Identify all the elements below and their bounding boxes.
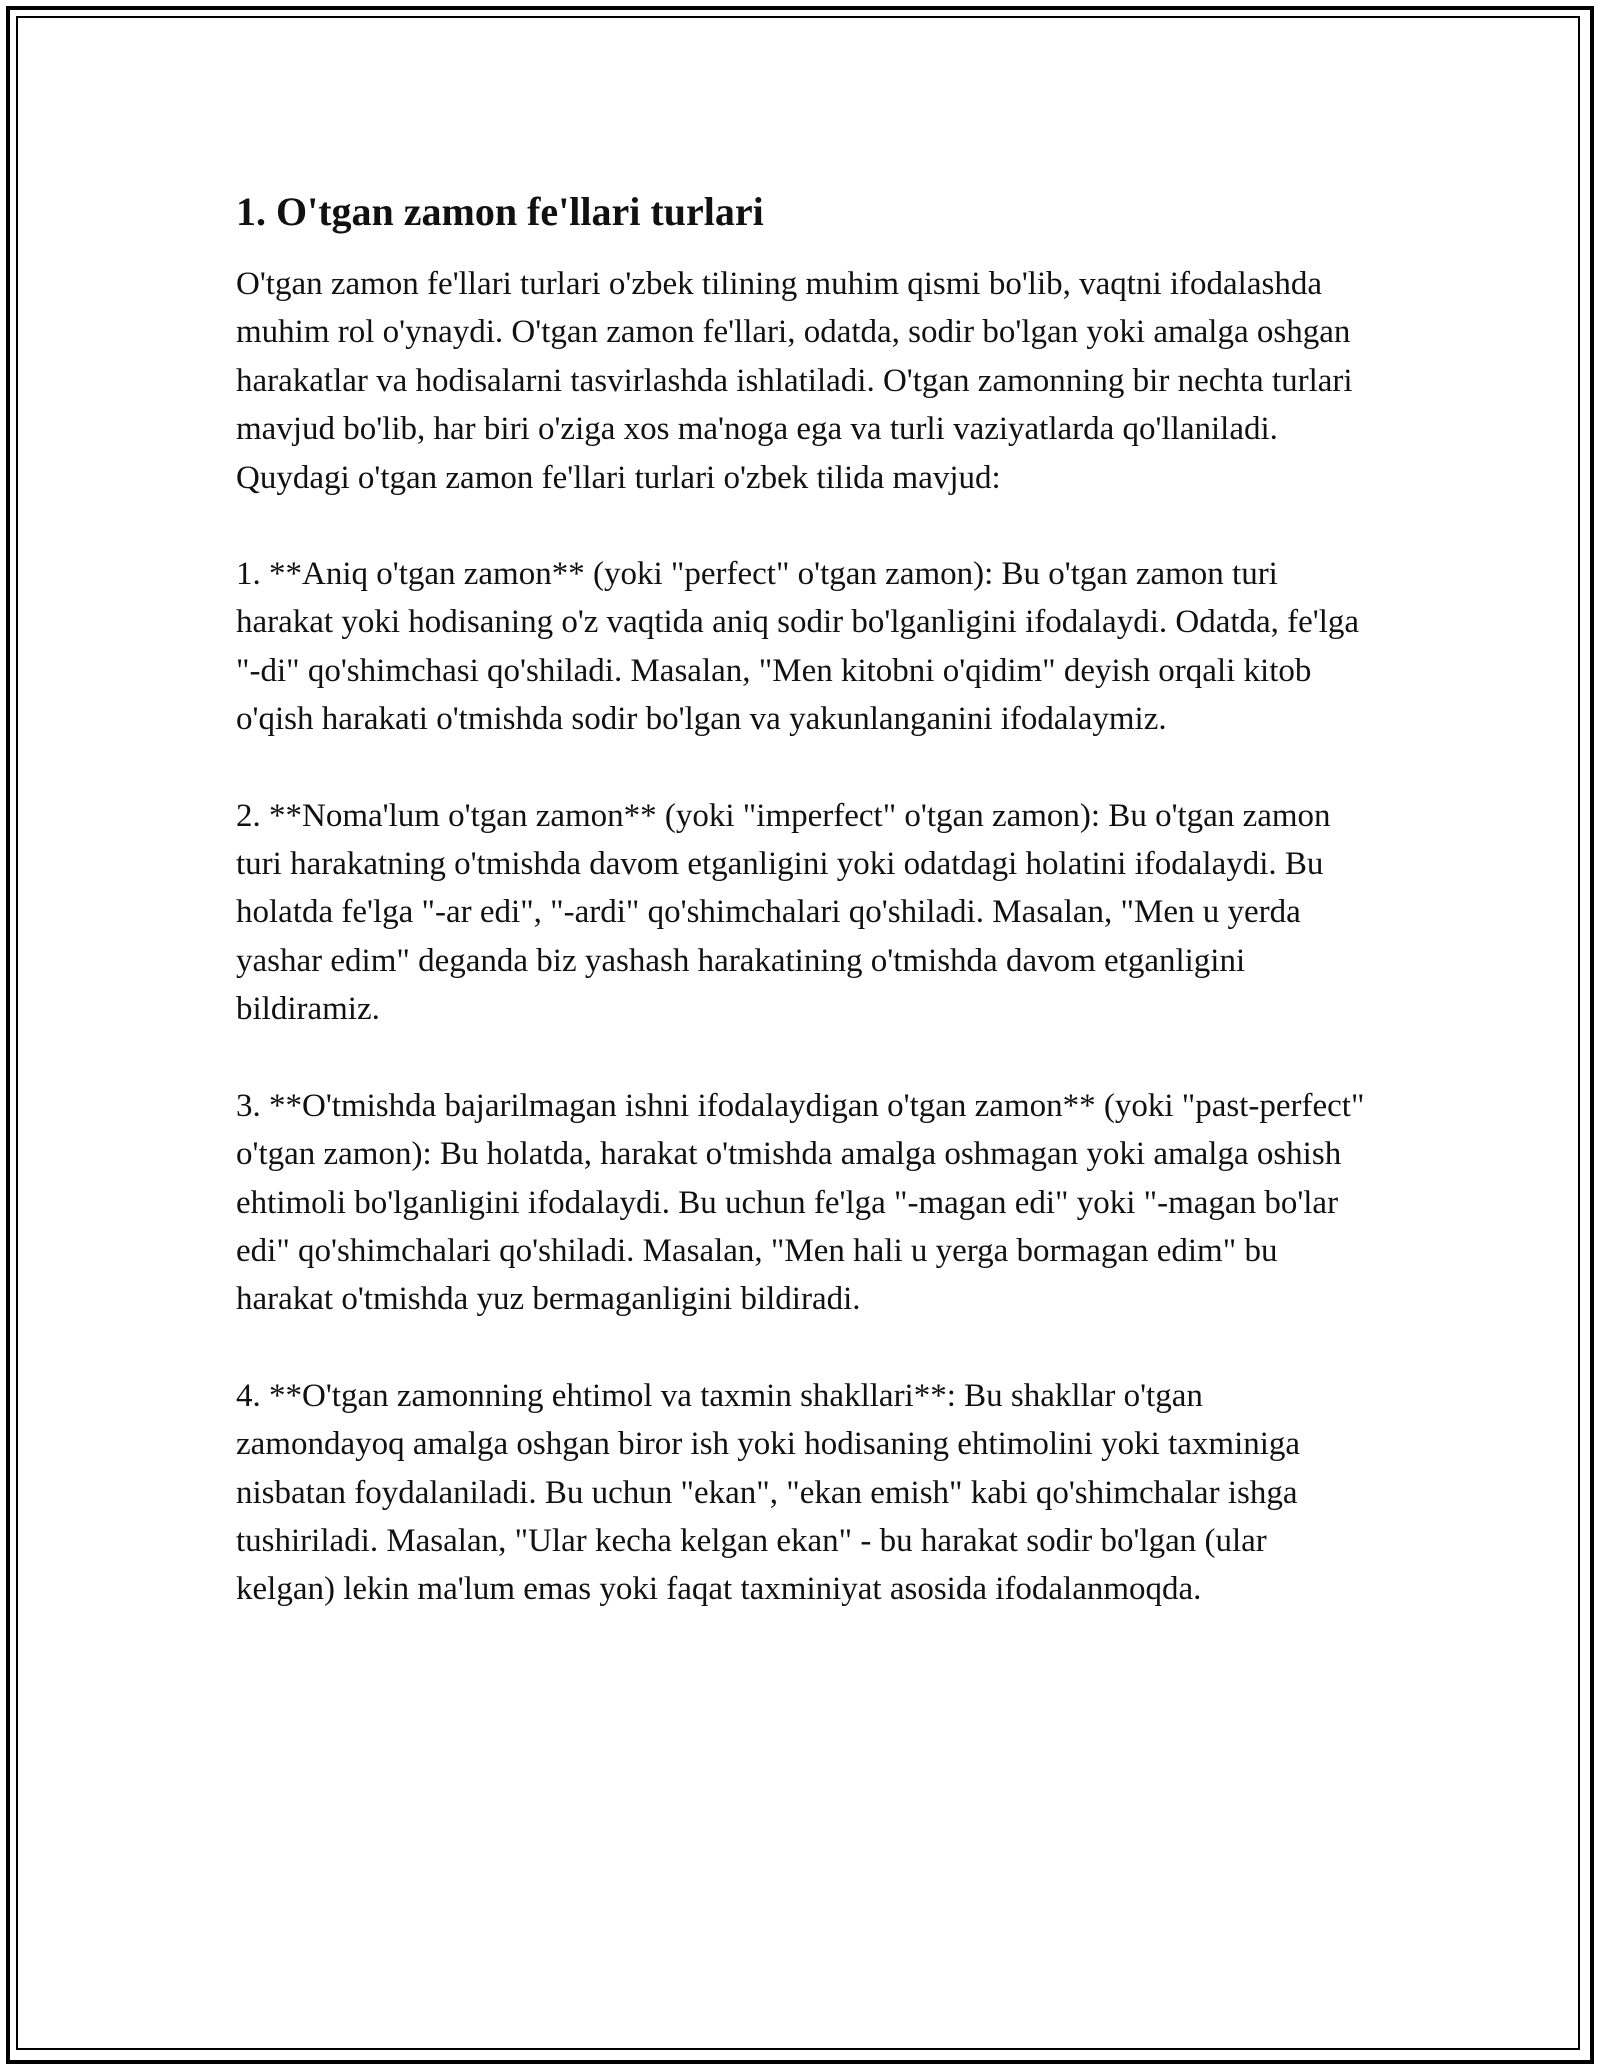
paragraph-aniq-otgan-zamon: 1. **Aniq o'tgan zamon** (yoki "perfect" o'tgan zamon): Bu o'tgan zamon turi harakat yoki hodisaning o'z vaqtida aniq sodir bo'lganligini ifodalaydi. Odatda, fe'lga "-di" qo'shimchasi qo'shiladi. Masalan, "Men kitobni o'qidim" deyish orqali kitob o'qish harakati o'tmishda sodir bo'lgan va yakunlanganini ifodalaymiz. — [236, 556, 1360, 738]
paragraph-nomalum-otgan-zamon: 2. **Noma'lum o'tgan zamon** (yoki "imperfect" o'tgan zamon): Bu o'tgan zamon turi harakatning o'tmishda davom etganligini yoki odatdagi holatini ifodalaydi. Bu holatda fe'lga "-ar edi", "-ardi" qo'shimchalari qo'shiladi. Masalan, "Men u yerda yashar edim" deganda biz yashash harakatining o'tmishda davom etganligini bildiramiz. — [236, 797, 1331, 1028]
intro-paragraph: O'tgan zamon fe'llari turlari o'zbek tilining muhim qismi bo'lib, vaqtni ifodalashda muhim rol o'ynaydi. O'tgan zamon fe'llari, odatda, sodir bo'lgan yoki amalga oshgan harakatlar va hodisalarni tasvirlashda ishlatiladi. O'tgan zamonning bir nechta turlari mavjud bo'lib, har biri o'ziga xos ma'noga ega va turli vaziyatlarda qo'llaniladi. Quydagi o'tgan zamon fe'llari turlari o'zbek tilida mavjud: — [236, 266, 1353, 496]
section-heading: 1. O'tgan zamon fe'llari turlari — [236, 189, 764, 234]
document-body — [236, 184, 1366, 1662]
paragraph-otmishda-bajarilmagan: 3. **O'tmishda bajarilmagan ishni ifodalaydigan o'tgan zamon** (yoki "past-perfect" o'tgan zamon): Bu holatda, harakat o'tmishda amalga oshmagan yoki amalga oshish ehtimoli bo'lganligini ifodalaydi. Bu uchun fe'lga "-magan edi" yoki "-magan bo'lar edi" qo'shimchalari qo'shiladi. Masalan, "Men hali u yerga bormagan edim" bu harakat o'tmishda yuz bermaganligini bildiradi. — [236, 1087, 1365, 1318]
paragraph-ehtimol-taxmin: 4. **O'tgan zamonning ehtimol va taxmin shakllari**: Bu shakllar o'tgan zamondayoq amalga oshgan biror ish yoki hodisaning ehtimolini yoki taxminiga nisbatan foydalaniladi. Bu uchun "ekan", "ekan emish" kabi qo'shimchalar ishga tushiriladi. Masalan, "Ular kecha kelgan ekan" - bu harakat sodir bo'lgan (ular kelgan) lekin ma'lum emas yoki faqat taxminiyat asosida ifodalanmoqda. — [236, 1377, 1301, 1608]
